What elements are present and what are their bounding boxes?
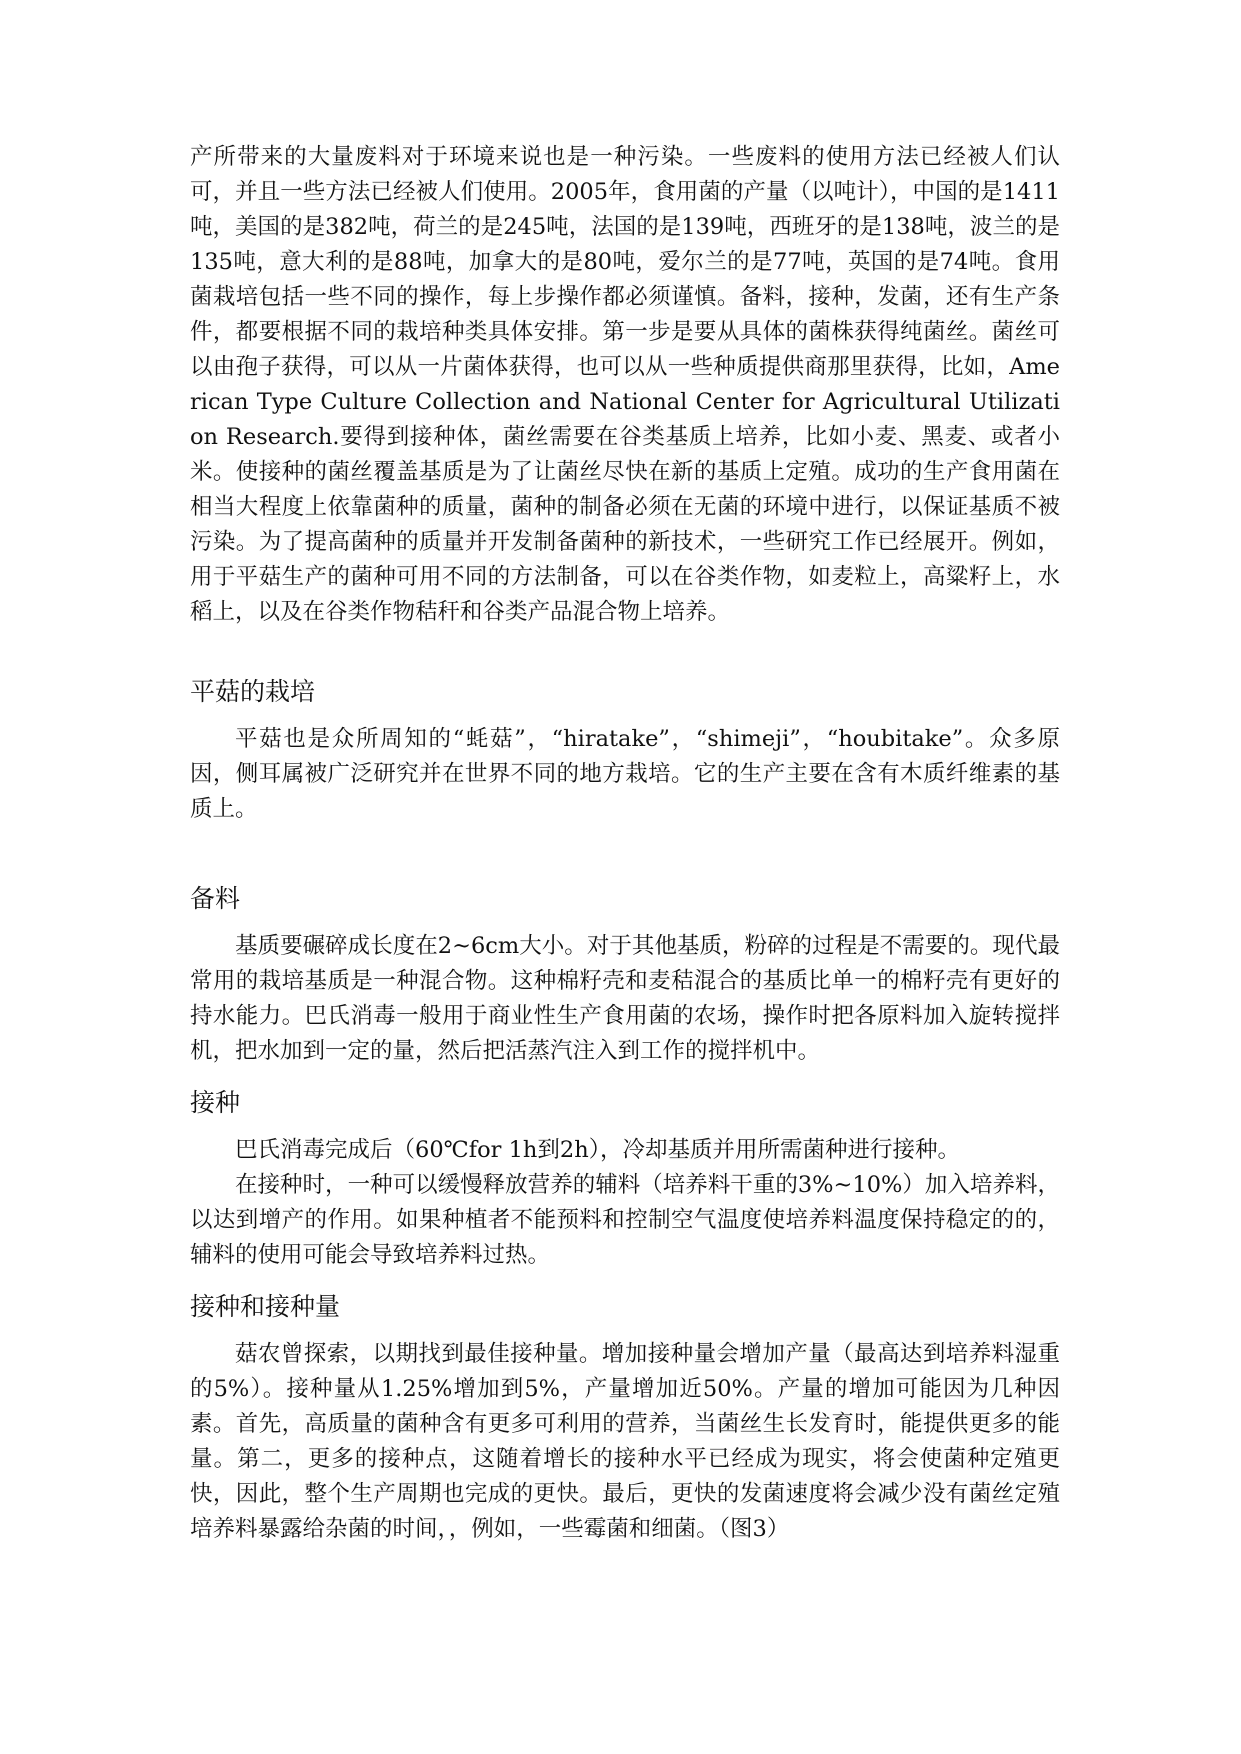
inoculation-paragraph-2: 在接种时，一种可以缓慢释放营养的辅料（培养料干重的3%~10%）加入培养料，以达到增产的作用。如果种植者不能预料和控制空气温度使培养料温度保持稳定的的，辅料的使用可能会导致培养料过热。 (190, 1172, 1060, 1268)
document-page (190, 140, 1060, 1547)
section-title-preparation: 备料 (190, 884, 241, 913)
section-title-cultivation: 平菇的栽培 (190, 677, 316, 706)
inoculation-paragraph-1: 巴氏消毒完成后（60℃for 1h到2h），冷却基质并用所需菌种进行接种。 (235, 1137, 960, 1163)
section-title-inoculation: 接种 (190, 1088, 241, 1117)
spawn-rate-paragraph: 菇农曾探索，以期找到最佳接种量。增加接种量会增加产量（最高达到培养料湿重的5%）。接种量从1.25%增加到5%，产量增加近50%。产量的增加可能因为几种因素。首先，高质量的菌种含有更多可利用的营养，当菌丝生长发育时，能提供更多的能量。第二，更多的接种点，这随着增长的接种水平已经成为现实，将会使菌种定殖更快，因此，整个生产周期也完成的更快。最后，更快的发菌速度将会减少没有菌丝定殖培养料暴露给杂菌的时间，，例如，一些霉菌和细菌。（图3） (190, 1341, 1060, 1542)
intro-paragraph: 产所带来的大量废料对于环境来说也是一种污染。一些废料的使用方法已经被人们认可，并且一些方法已经被人们使用。2005年，食用菌的产量（以吨计），中国的是1411吨，美国的是382吨，荷兰的是245吨，法国的是139吨，西班牙的是138吨，波兰的是135吨，意大利的是88吨，加拿大的是80吨，爱尔兰的是77吨，英国的是74吨。食用菌栽培包括一些不同的操作，每上步操作都必须谨慎。备料，接种，发菌，还有生产条件，都要根据不同的栽培种类具体安排。第一步是要从具体的菌株获得纯菌丝。菌丝可以由孢子获得，可以从一片菌体获得，也可以从一些种质提供商那里获得，比如，American Type Culture Collection and National Center for Agricultural Utilization Research.要得到接种体，菌丝需要在谷类基质上培养，比如小麦、黑麦、或者小米。使接种的菌丝覆盖基质是为了让菌丝尽快在新的基质上定殖。成功的生产食用菌在相当大程度上依靠菌种的质量，菌种的制备必须在无菌的环境中进行，以保证基质不被污染。为了提高菌种的质量并开发制备菌种的新技术，一些研究工作已经展开。例如，用于平菇生产的菌种可用不同的方法制备，可以在谷类作物，如麦粒上，高粱籽上，水稻上，以及在谷类作物秸秆和谷类产品混合物上培养。 (190, 144, 1060, 625)
section-title-spawn-rate: 接种和接种量 (190, 1292, 341, 1321)
cultivation-paragraph: 平菇也是众所周知的“蚝菇”，“hiratake”，“shimeji”，“houbitake”。众多原因，侧耳属被广泛研究并在世界不同的地方栽培。它的生产主要在含有木质纤维素的基质上。 (190, 726, 1060, 822)
preparation-paragraph: 基质要碾碎成长度在2~6cm大小。对于其他基质，粉碎的过程是不需要的。现代最常用的栽培基质是一种混合物。这种棉籽壳和麦秸混合的基质比单一的棉籽壳有更好的持水能力。巴氏消毒一般用于商业性生产食用菌的农场，操作时把各原料加入旋转搅拌机，把水加到一定的量，然后把活蒸汽注入到工作的搅拌机中。 (190, 933, 1060, 1064)
